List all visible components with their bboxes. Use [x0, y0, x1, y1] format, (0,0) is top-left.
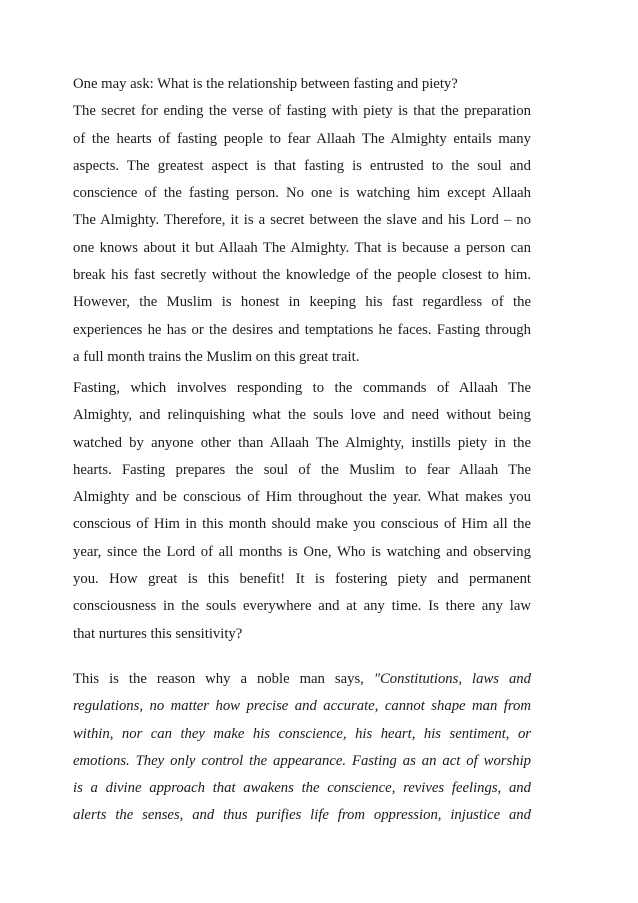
text-line: watched by anyone other than Allaah The Almighty, instills piety in the	[73, 434, 531, 451]
quote-intro-text: This is the reason why a noble man says,	[73, 671, 374, 687]
text-line: of the hearts of fasting people to fear Allaah The Almighty entails many	[73, 130, 531, 147]
text-line: Almighty and be conscious of Him throughout the year. What makes you	[73, 489, 531, 506]
text-line-mixed	[73, 666, 531, 693]
text-line: Fasting, which involves responding to the commands of Allaah The	[73, 380, 531, 396]
quote-line: emotions. They only control the appearance. Fasting as an act of worship	[73, 752, 531, 769]
text-line: The secret for ending the verse of fasting with piety is that the preparation	[73, 103, 531, 120]
paragraph-1	[73, 71, 531, 371]
quote-line: within, nor can they make his conscience, his heart, his sentiment, or	[73, 725, 531, 742]
text-line: one knows about it but Allaah The Almighty. That is because a person can	[73, 239, 531, 256]
text-line: Almighty, and relinquishing what the souls love and need without being	[73, 407, 531, 424]
text-line: However, the Muslim is honest in keeping his fast regardless of the	[73, 294, 531, 311]
paragraph-2	[73, 375, 531, 648]
paragraph-3-quote	[73, 666, 531, 830]
quote-start-text: "Constitutions, laws and	[373, 671, 531, 687]
text-line: year, since the Lord of all months is One, Who is watching and observing	[73, 543, 531, 560]
text-line: consciousness in the souls everywhere and at any time. Is there any law	[73, 598, 531, 615]
text-line: experiences he has or the desires and temptations he faces. Fasting through	[73, 321, 531, 338]
text-line: break his fast secretly without the knowledge of the people closest to him.	[73, 267, 531, 284]
text-line: One may ask: What is the relationship between fasting and piety?	[73, 76, 458, 92]
quote-line: alerts the senses, and thus purifies life from oppression, injustice and	[73, 807, 531, 824]
text-line: conscious of Him in this month should make you conscious of Him all the	[73, 516, 531, 533]
text-line: conscience of the fasting person. No one is watching him except Allaah	[73, 185, 531, 202]
text-line: hearts. Fasting prepares the soul of the Muslim to fear Allaah The	[73, 461, 531, 478]
quote-line: regulations, no matter how precise and accurate, cannot shape man from	[73, 698, 531, 715]
quote-line: is a divine approach that awakens the conscience, revives feelings, and	[73, 780, 531, 797]
text-line: The Almighty. Therefore, it is a secret between the slave and his Lord – no	[73, 212, 531, 229]
text-line: aspects. The greatest aspect is that fasting is entrusted to the soul and	[73, 157, 531, 174]
text-line: you. How great is this benefit! It is fostering piety and permanent	[73, 571, 531, 588]
text-line: that nurtures this sensitivity?	[73, 625, 243, 642]
text-line: a full month trains the Muslim on this great trait.	[73, 348, 360, 365]
